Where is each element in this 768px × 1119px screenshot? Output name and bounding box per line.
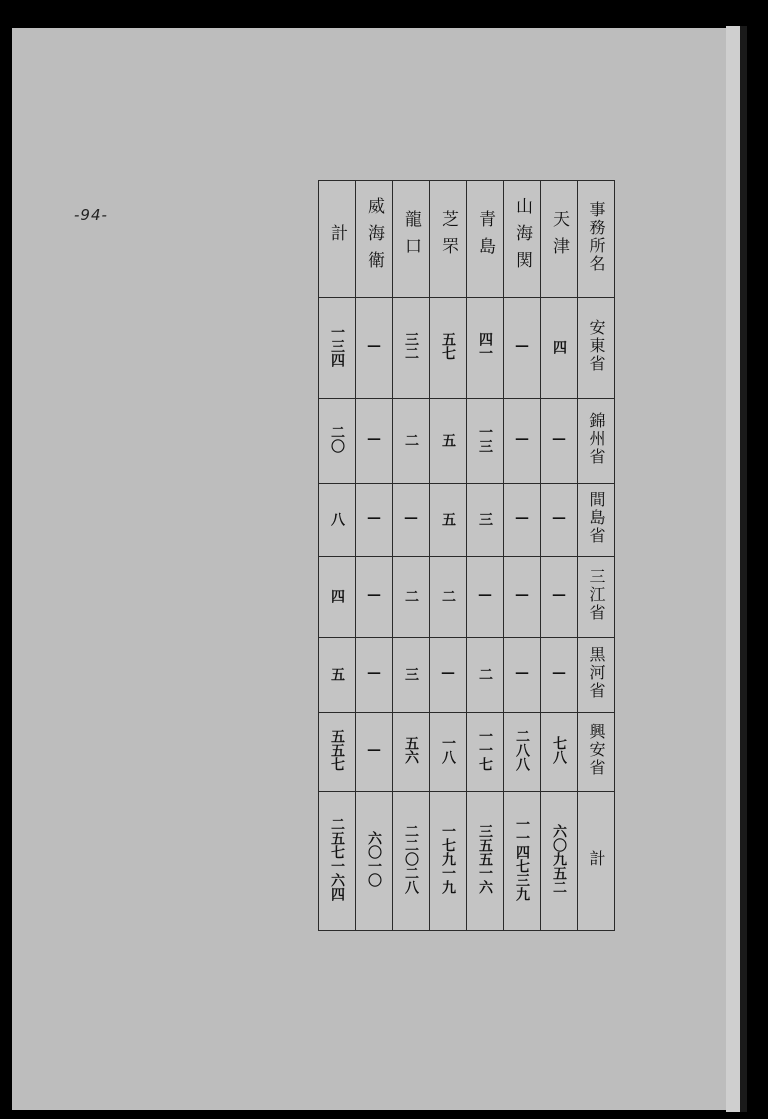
table-cell: 一一四七三九	[514, 817, 530, 901]
row-header: 興安省	[587, 723, 606, 777]
table-cell: 二	[403, 588, 419, 603]
table-cell: 青島	[475, 210, 495, 264]
table-cell: 一八	[440, 736, 456, 764]
table-cell: 威海衛	[364, 196, 384, 278]
table-cell: 二	[403, 432, 419, 447]
table-row	[319, 713, 615, 792]
table-row	[319, 557, 615, 638]
table-cell: 三二	[403, 332, 419, 360]
statistics-table	[318, 180, 615, 931]
table-cell: 一一七	[477, 729, 493, 771]
table-cell: 八	[329, 511, 345, 526]
row-header: 事務所名	[587, 201, 606, 273]
table-cell: —	[551, 587, 567, 603]
table-cell: 一三	[477, 425, 493, 453]
table-cell: —	[366, 338, 382, 354]
table-row-office-names	[319, 181, 615, 298]
table-cell: 四	[329, 588, 345, 603]
table-cell: —	[403, 510, 419, 526]
table-cell: 五	[440, 511, 456, 526]
table-row	[319, 638, 615, 713]
table-cell: 天津	[549, 210, 569, 264]
table-cell: —	[551, 510, 567, 526]
table-cell: 三五五一六	[477, 824, 493, 894]
table-cell: 芝罘	[438, 210, 458, 264]
table-cell: —	[366, 665, 382, 681]
table-cell: 三	[403, 666, 419, 681]
table-cell: 五五七	[329, 729, 345, 771]
table-cell: 五七	[440, 332, 456, 360]
table-cell: —	[551, 665, 567, 681]
table-cell: 一七九一九	[440, 824, 456, 894]
table-cell: 二五七一六四	[329, 817, 345, 901]
page-number: -94-	[74, 206, 108, 224]
table-cell: 五六	[403, 736, 419, 764]
table-cell: 二八八	[514, 729, 530, 771]
table-cell: —	[514, 510, 530, 526]
table-cell: —	[514, 587, 530, 603]
table-cell: 二二〇二八	[403, 824, 419, 894]
table-cell: 三	[477, 511, 493, 526]
table-cell: 四	[551, 339, 567, 354]
table-row	[319, 399, 615, 484]
binding-edge	[740, 26, 747, 1112]
table-cell: 四一	[477, 332, 493, 360]
row-header: 計	[587, 850, 606, 868]
table-cell: 二	[440, 588, 456, 603]
table-cell: 五	[440, 432, 456, 447]
row-header: 錦州省	[587, 412, 606, 466]
table-cell: 六〇九五二	[551, 824, 567, 894]
table-cell: 一三四	[329, 325, 345, 367]
table-cell: —	[514, 338, 530, 354]
table-cell: —	[477, 587, 493, 603]
row-header: 間島省	[587, 491, 606, 545]
table-cell: 山海関	[512, 196, 532, 278]
table-cell: 六〇一〇	[366, 831, 382, 887]
table-cell: 二	[477, 666, 493, 681]
table-cell: —	[440, 665, 456, 681]
table-cell: —	[366, 431, 382, 447]
table-cell: 七八	[551, 736, 567, 764]
table-cell: —	[514, 431, 530, 447]
table-cell: —	[514, 665, 530, 681]
table-cell: —	[366, 742, 382, 758]
row-header: 安東省	[587, 319, 606, 373]
table-cell: 二〇	[329, 425, 345, 453]
table-row-totals	[319, 792, 615, 931]
table-row	[319, 298, 615, 399]
row-header: 三江省	[587, 568, 606, 622]
table-cell: 計	[327, 223, 347, 251]
table-cell: —	[551, 431, 567, 447]
table-row	[319, 484, 615, 557]
table-cell: —	[366, 587, 382, 603]
table-cell: 五	[329, 666, 345, 681]
table-cell: 龍口	[401, 210, 421, 264]
row-header: 黒河省	[587, 646, 606, 700]
table-cell: —	[366, 510, 382, 526]
